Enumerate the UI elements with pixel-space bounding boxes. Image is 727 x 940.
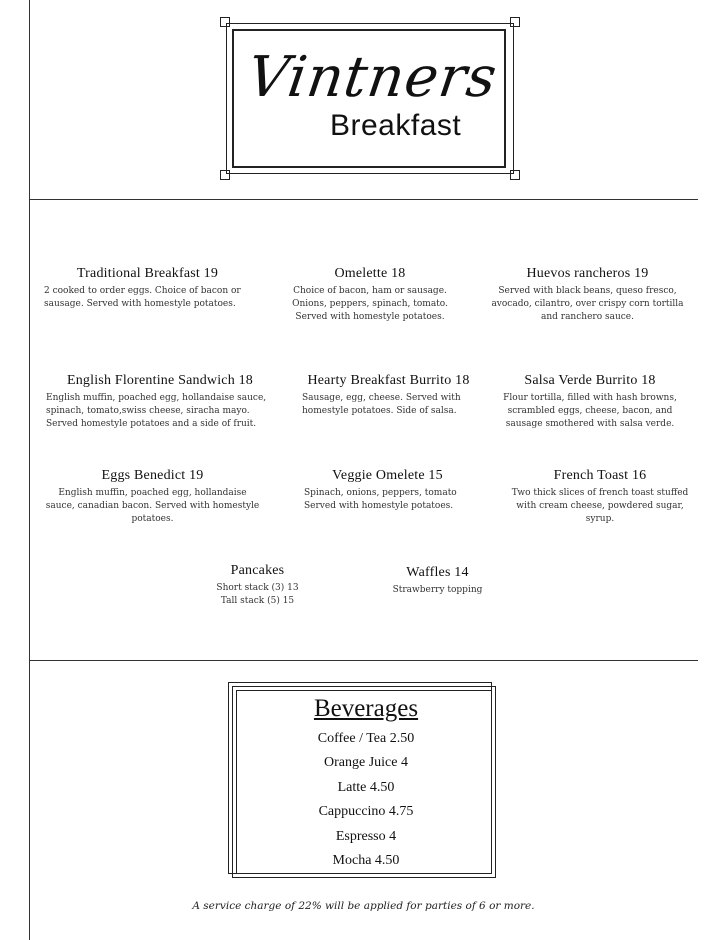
beverage-item: Coffee / Tea 2.50 [317,731,415,746]
frame-corner-ornament [220,170,230,180]
beverage-item: Mocha 4.50 [332,853,400,869]
service-charge-note: A service charge of 22% will be applied for parties of 6 or more. [192,900,535,912]
menu-item-option: Short stack (3) 13 [216,583,299,593]
menu-item [495,372,685,431]
menu-item-description: English muffin, poached egg, hollandaise sauce, canadian bacon. Served with homestyle potatoes. [45,488,260,524]
section-divider [30,199,698,200]
menu-item-name: French Toast 16 [553,468,647,483]
menu-item-description: Two thick slices of french toast stuffed with cream cheese, powdered sugar, syrup. [511,488,689,524]
menu-item-description: English muffin, poached egg, hollandaise sauce, spinach, tomato,swiss cheese, siracha mayo. Served homestyle potatoes and a side of fruit. [46,393,267,429]
beverage-item: Espresso 4 [335,828,397,844]
menu-item-name: Hearty Breakfast Burrito 18 [307,373,470,388]
menu-item-description: Spinach, onions, peppers, tomato Served with homestyle potatoes. [304,488,457,511]
menu-item-name: Omelette 18 [334,266,406,281]
menu-item-name: Waffles 14 [406,565,469,580]
beverage-item: Latte 4.50 [337,779,395,795]
menu-item-description: Sausage, egg, cheese. Served with homestyle potatoes. Side of salsa. [302,393,461,416]
page-edge-line [29,0,30,940]
beverage-item: Orange Juice 4 [324,755,408,771]
menu-item-description: Strawberry topping [392,585,483,595]
menu-item-name: Eggs Benedict 19 [101,468,204,483]
menu-item [40,265,255,311]
beverage-item: Cappuccino 4.75 [318,804,414,820]
frame-corner-ornament [510,17,520,27]
menu-item-name: Huevos rancheros 19 [526,266,649,281]
frame-corner-ornament [220,17,230,27]
menu-item [296,372,481,418]
frame-corner-ornament [510,170,520,180]
menu-item-name: Traditional Breakfast 19 [76,266,219,281]
menu-item-description: Choice of bacon, ham or sausage. Onions, peppers, spinach, tomato. Served with homestyle potatoes. [292,286,448,322]
menu-item-name: English Florentine Sandwich 18 [66,373,254,388]
menu-item-description: Served with black beans, queso fresco, avocado, cilantro, over crispy corn tortilla and ranchero sauce. [491,286,684,322]
menu-section-title: Breakfast [330,109,462,142]
menu-item [300,467,475,513]
menu-item [40,372,280,431]
menu-item [380,564,495,597]
menu-item-name: Pancakes [230,563,285,578]
menu-item-name: Salsa Verde Burrito 18 [524,373,656,388]
menu-item [490,265,685,324]
section-divider [30,660,698,661]
menu-item [45,467,260,526]
menu-item-option: Tall stack (5) 15 [220,596,295,606]
menu-item [280,265,460,324]
menu-item-description: 2 cooked to order eggs. Choice of bacon or sausage. Served with homestyle potatoes. [44,286,241,309]
menu-item-name: Veggie Omelete 15 [332,468,443,483]
brand-title: Vintners [243,45,502,110]
menu-item-description: Flour tortilla, filled with hash browns, scrambled eggs, cheese, bacon, and sausage smothered with salsa verde. [503,393,677,429]
menu-item [200,562,315,608]
menu-item [510,467,690,526]
beverages-list [228,727,504,873]
beverages-title: Beverages [313,695,419,722]
menu-item-description [200,582,315,608]
